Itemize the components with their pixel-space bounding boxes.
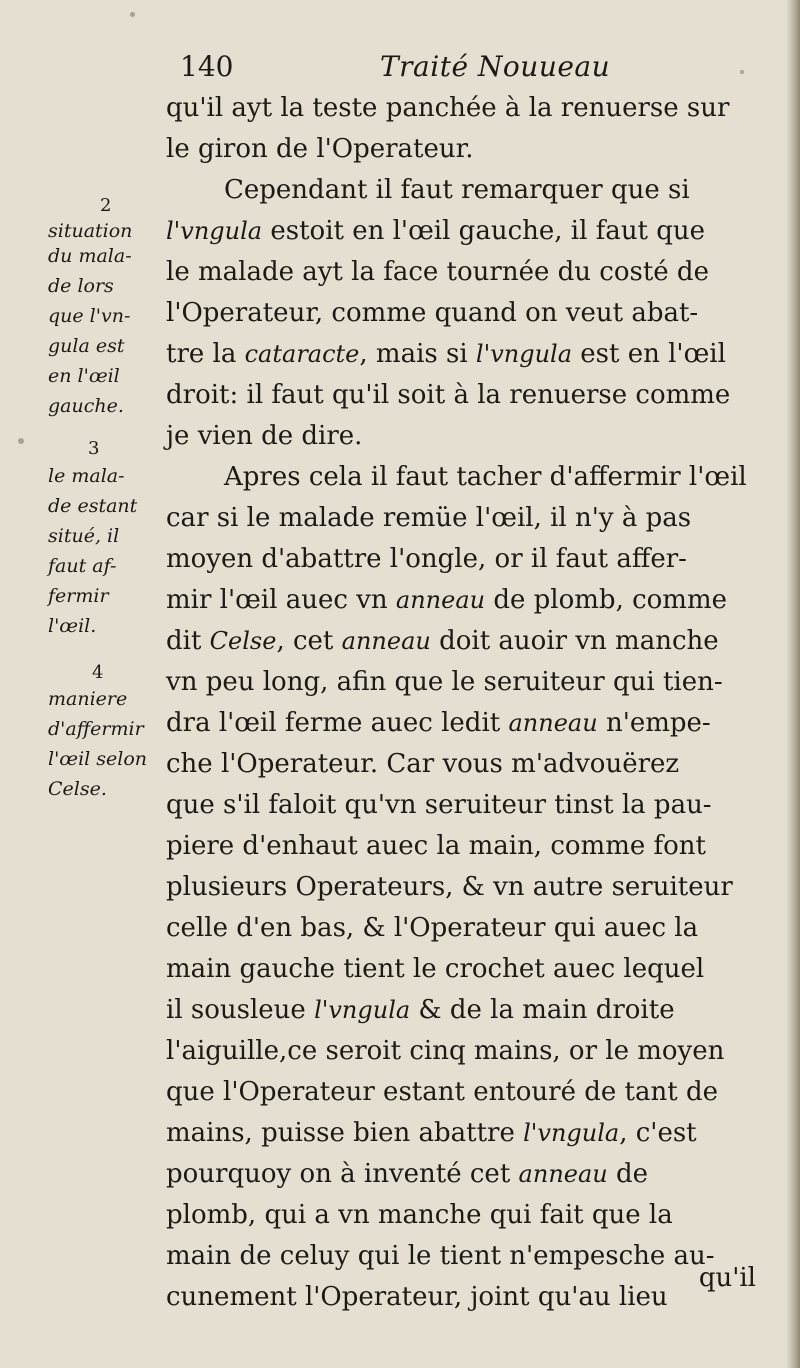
margin-note-line: situé, il (48, 525, 120, 547)
margin-note-line: le mala- (48, 465, 125, 487)
text-line: plusieurs Operateurs, & vn autre seruiteur (166, 872, 733, 902)
running-head (170, 50, 740, 90)
text-line: que s'il faloit qu'vn seruiteur tinst la pau- (166, 790, 712, 820)
text-line: pourquoy on à inventé cet anneau de (166, 1159, 649, 1189)
text-line: l'aiguille,ce seroit cinq mains, or le moyen (166, 1036, 725, 1066)
text-line: piere d'enhaut auec la main, comme font (166, 831, 706, 861)
ink-speck (130, 12, 135, 17)
text-line: dra l'œil ferme auec ledit anneau n'empe- (166, 708, 711, 738)
text-line: dit Celse, cet anneau doit auoir vn manche (166, 626, 719, 656)
margin-note-number: 4 (92, 662, 104, 683)
text-line: le malade ayt la face tournée du costé de (166, 257, 709, 287)
margin-note-line: l'œil selon (48, 748, 148, 770)
margin-note-line: faut af- (48, 555, 117, 577)
ink-speck (18, 438, 24, 444)
margin-note-line: situation (48, 220, 133, 242)
margin-note-number: 2 (100, 195, 112, 216)
text-line: vn peu long, afin que le seruiteur qui tien- (166, 667, 723, 697)
margin-note-line: gauche. (48, 395, 124, 417)
text-line: tre la cataracte, mais si l'vngula est en l'œil (166, 339, 726, 369)
page-edge-shadow (786, 0, 800, 1368)
text-line: l'Operateur, comme quand on veut abat- (166, 298, 699, 328)
text-line: main de celuy qui le tient n'empesche au- (166, 1241, 715, 1271)
margin-note-line: maniere (48, 688, 128, 710)
text-line: Cependant il faut remarquer que si (224, 175, 690, 205)
text-line: celle d'en bas, & l'Operateur qui auec la (166, 913, 699, 943)
text-line: moyen d'abattre l'ongle, or il faut affer- (166, 544, 687, 574)
margin-note-number: 3 (88, 438, 100, 459)
text-line: l'vngula estoit en l'œil gauche, il faut que (166, 216, 706, 246)
margin-note-line: Celse. (48, 778, 107, 800)
text-line: main gauche tient le crochet auec lequel (166, 954, 705, 984)
catchword-area (166, 1258, 766, 1299)
margin-note-line: d'affermir (48, 718, 144, 740)
catchword: qu'il (698, 1263, 756, 1293)
page-number: 140 (180, 50, 234, 83)
text-line: che l'Operateur. Car vous m'advouërez (166, 749, 680, 779)
text-line: plomb, qui a vn manche qui fait que la (166, 1200, 673, 1230)
margin-note-line: gula est (48, 335, 125, 357)
margin-note-line: fermir (48, 585, 109, 607)
margin-note-line: du mala- (48, 245, 132, 267)
text-line: il sousleue l'vngula & de la main droite (166, 995, 675, 1025)
text-line: le giron de l'Operateur. (166, 134, 474, 164)
margin-note-line: en l'œil (48, 365, 120, 387)
text-line: cunement l'Operateur, joint qu'au lieu (166, 1282, 668, 1312)
text-line: mains, puisse bien abattre l'vngula, c'est (166, 1118, 697, 1148)
text-line: que l'Operateur estant entouré de tant de (166, 1077, 718, 1107)
ink-speck (740, 70, 744, 74)
running-title: Traité Nouueau (380, 50, 611, 83)
body-text (166, 88, 766, 1318)
text-line: je vien de dire. (166, 421, 363, 451)
margin-note-line: de estant (48, 495, 138, 517)
text-line: qu'il ayt la teste panchée à la renuerse sur (166, 93, 730, 123)
margin-note-line: que l'vn- (48, 305, 131, 327)
text-line: Apres cela il faut tacher d'affermir l'œil (224, 462, 747, 492)
margin-note-line: de lors (48, 275, 114, 297)
text-line: mir l'œil auec vn anneau de plomb, comme (166, 585, 728, 615)
margin-note-line: l'œil. (48, 615, 97, 637)
text-line: car si le malade remüe l'œil, il n'y à pas (166, 503, 692, 533)
text-line: droit: il faut qu'il soit à la renuerse comme (166, 380, 731, 410)
